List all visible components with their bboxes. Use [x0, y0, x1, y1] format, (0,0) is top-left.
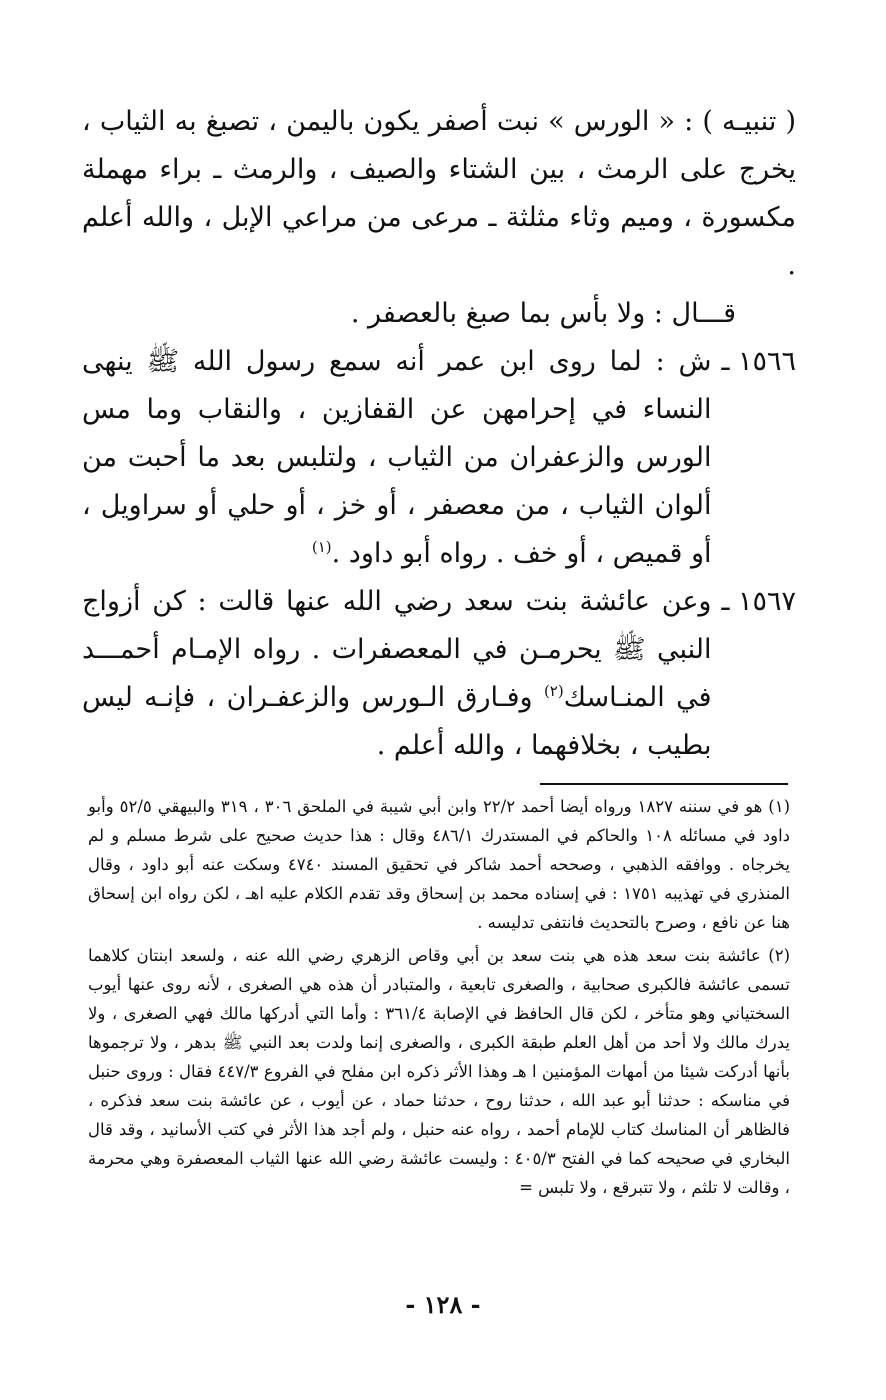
footnote-reference: (١) [311, 538, 332, 556]
entry-1566 [82, 338, 796, 578]
footnote-1: (١) هو في سننه ١٨٢٧ ورواه أيضا أحمد ٢٢/٢ وابن أبي شيبة في الملحق ٣٠٦ ، ٣١٩ والبيهقي ٥٢/٥ وأبو داود في مسائله ١٠٨ والحاكم في المستدرك ٤٨٦/١ وقال : هذا حديث صحيح على شرط مسلم و لم يخرجاه . ووافقه الذهبي ، وصححه أحمد شاكر في تحقيق المسند ٤٧٤٠ وسكت عنه أبو داود ، وقال المنذري في تهذيبه ١٧٥١ : في إسناده محمد بن إسحاق وقد تقدم الكلام عليه اهـ ، لكن رواه ابن إسحاق هنا عن نافع ، وصرح بالتحديث فانتفى تدليسه . [88, 797, 791, 932]
footnote-reference: (٢) [543, 682, 564, 700]
page-number: - ١٢٨ - [405, 1290, 481, 1319]
entry-1567 [82, 578, 796, 770]
entry-text-content: ش : لما روى ابن عمر أنه سمع رسول الله ﷺ ينهى النساء في إحرامهن عن القفازين ، والنقاب وما مس الورس والزعفران من الثياب ، ولتلبس بعد ما أحبت من ألوان الثياب ، من معصفر ، أو خز ، أو حلي أو سراويل ، أو قميص ، أو خف . رواه أبو داود . [82, 346, 712, 569]
entry-text-part-b: وفـارق الـورس والزعفـران ، فإنـه ليس بطيب ، بخلافهما ، والله أعلم . [82, 682, 712, 761]
main-text [82, 98, 796, 770]
entry-text-part-a: وعن عائشة بنت سعد رضي الله عنها قالت : كن أزواج النبي ﷺ يحرمـن في المعصفرات . رواه الإمـام أحمـــد في المنـاسك [82, 586, 712, 713]
entry-text [82, 338, 711, 578]
entry-number: ١٥٦٧ ـ [721, 586, 796, 617]
text-paragraph: قـــال : ولا بأس بما صبغ بالعصفر . [350, 298, 736, 329]
note-paragraph: ( تنبيـه ) : « الورس » نبت أصفر يكون باليمن ، تصبغ به الثياب ، يخرج على الرمث ، بين الشتاء والصيف ، والرمث ـ براء مهملة مكسورة ، وميم وثاء مثلثة ـ مرعى من مراعي الإبل ، والله أعلم . [82, 106, 796, 281]
entry-number: ١٥٦٦ ـ [721, 346, 796, 377]
footnote-2: (٢) عائشة بنت سعد هذه هي بنت سعد بن أبي وقاص الزهري رضي الله عنه ، ولسعد ابنتان كلاهما تسمى عائشة فالكبرى صحابية ، والصغرى تابعية ، والمتبادر أن هذه هي الصغرى ، لأنه روى عنها أيوب السختياني وهو متأخر ، لكن قال الحافظ في الإصابة ٣٦١/٤ : وأما التي أدركها مالك فهي الصغرى ، ولا يدرك مالك ولا أحد من أهل العلم طبقة الكبرى ، والصغرى إنما ولدت بعد النبي ﷺ بدهر ، ولا ترجموها بأنها أدركت شيئا من أمهات المؤمنين ا هـ وهذا الأثر ذكره ابن مفلح في الفروع ٤٤٧/٣ فقال : وروى حنبل في مناسكه : حدثنا أبو عبد الله ، حدثنا روح ، حدثنا حماد ، عن أيوب ، عن عائشة بنت سعد فذكره ، فالظاهر أن المناسك كتاب للإمام أحمد ، رواه عنه حنبل ، ولم أجد هذا الأثر في كتب الأسانيد ، وقد قال البخاري في صحيحه كما في الفتح ٤٠٥/٣ : وليست عائشة رضي الله عنها الثياب المعصفرة وهي محرمة ، وقالت لا تلثم ، ولا تتبرقع ، ولا تلبس = [88, 946, 790, 1197]
footnotes [88, 792, 790, 1206]
footnote-divider [540, 783, 788, 785]
entry-text [82, 578, 711, 770]
